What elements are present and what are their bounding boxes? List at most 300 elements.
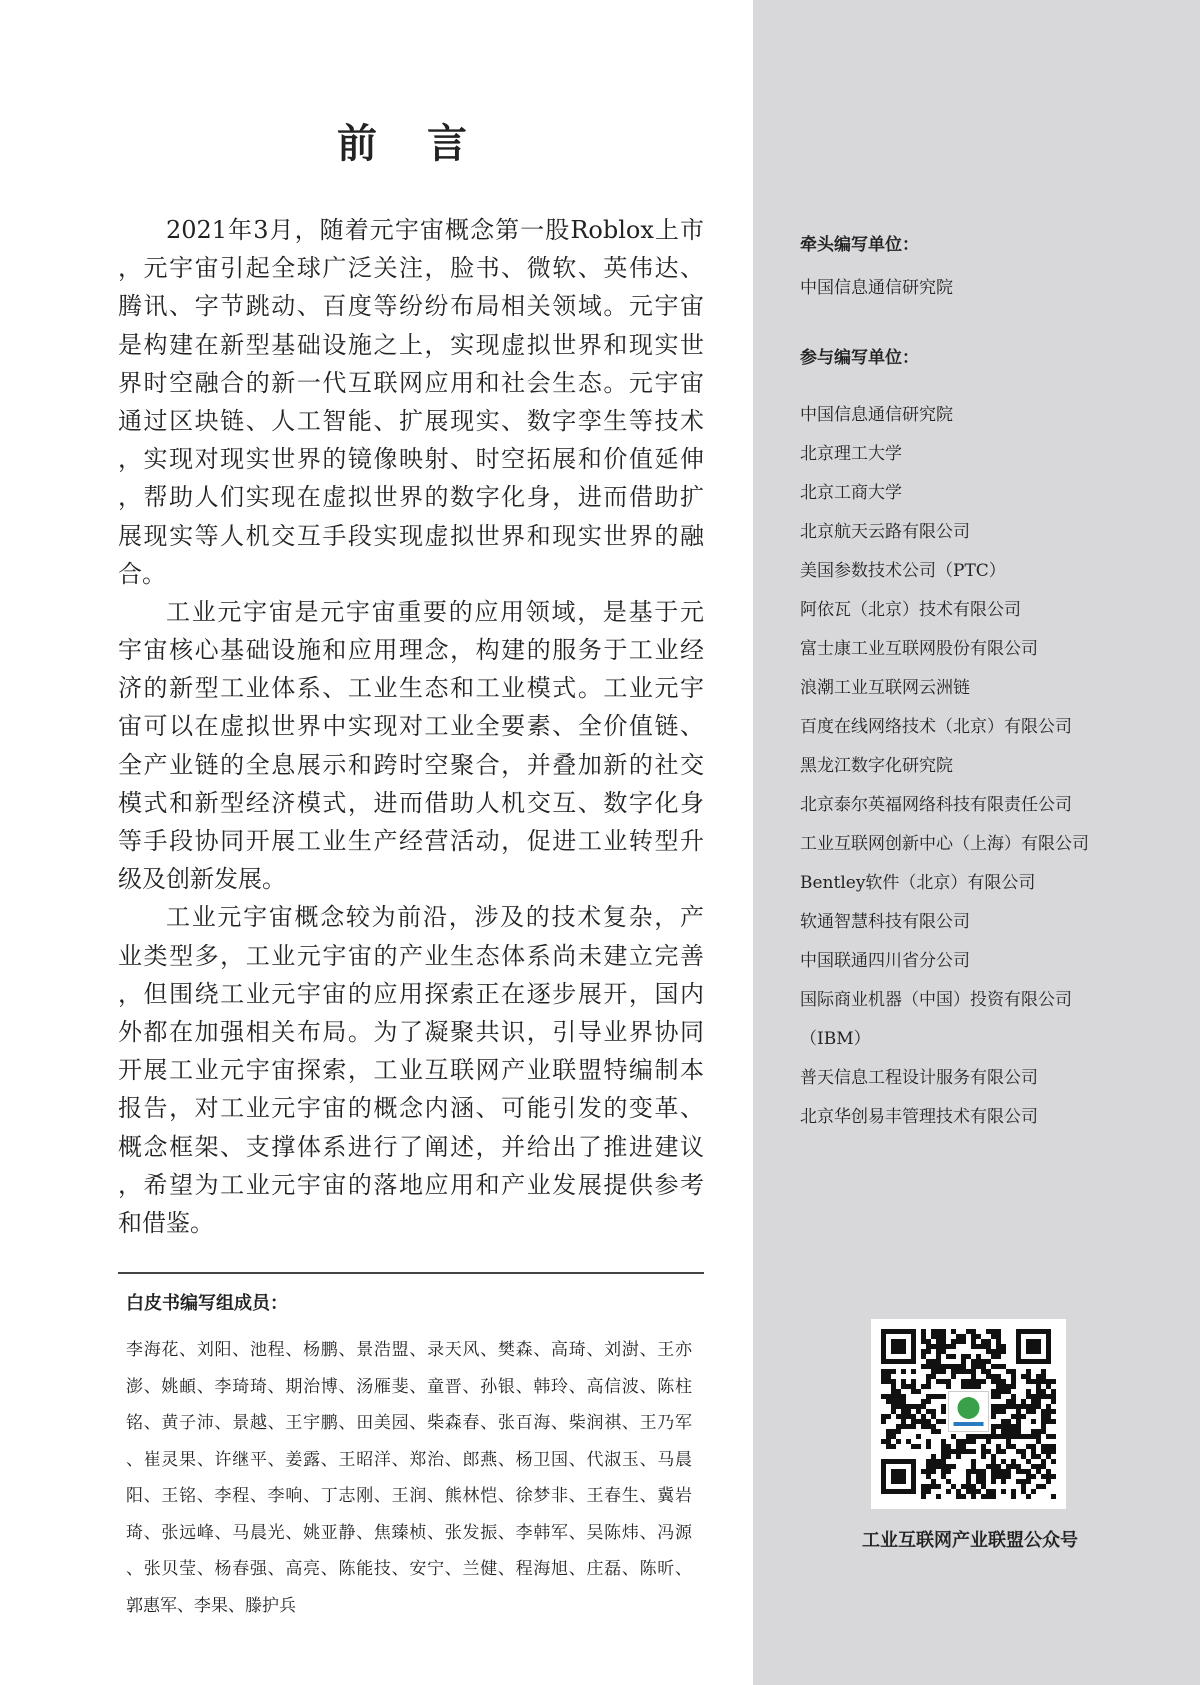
qr-module [976, 1474, 981, 1479]
qr-module [1011, 1429, 1016, 1434]
qr-module [926, 1339, 931, 1344]
paragraph-line: ，元宇宙引起全球广泛关注，脸书、微软、英伟达、 [118, 254, 704, 283]
qr-module [916, 1434, 921, 1439]
qr-module [921, 1354, 926, 1359]
qr-module [941, 1419, 946, 1424]
qr-module [1041, 1474, 1046, 1479]
qr-module [886, 1399, 891, 1404]
qr-module [1031, 1399, 1036, 1404]
qr-module [961, 1364, 966, 1369]
qr-module [996, 1389, 1001, 1394]
qr-module [956, 1439, 961, 1444]
qr-module [906, 1409, 911, 1414]
qr-module [941, 1344, 946, 1349]
participating-unit: 北京泰尔英福网络科技有限责任公司 [800, 795, 1072, 815]
qr-module [946, 1379, 951, 1384]
qr-module [941, 1379, 946, 1384]
qr-module [1041, 1419, 1046, 1424]
qr-module [931, 1424, 936, 1429]
qr-module [901, 1379, 906, 1384]
qr-module [1021, 1449, 1026, 1454]
members-line: 阳、王铭、李程、李响、丁志刚、王润、熊林恺、徐梦非、王春生、冀岩 [126, 1486, 692, 1506]
qr-module [1026, 1434, 1031, 1439]
qr-module [961, 1339, 966, 1344]
lead-unit-name: 中国信息通信研究院 [800, 278, 953, 298]
qr-module [981, 1449, 986, 1454]
members-line: 琦、张远峰、马晨光、姚亚静、焦臻桢、张发振、李韩军、吴陈炜、冯源 [126, 1522, 692, 1543]
qr-module [1046, 1414, 1051, 1419]
qr-module [991, 1374, 996, 1379]
qr-module [1001, 1344, 1006, 1349]
qr-module [986, 1369, 991, 1374]
qr-module [991, 1334, 996, 1339]
qr-module [1026, 1374, 1031, 1379]
members-line: 澎、姚頔、李琦琦、期治博、汤雁斐、童晋、孙银、韩玲、高信波、陈柱 [126, 1376, 692, 1397]
qr-module [971, 1384, 976, 1389]
qr-module [986, 1374, 991, 1379]
qr-module [966, 1489, 971, 1494]
qr-module [1041, 1459, 1046, 1464]
qr-module [941, 1469, 946, 1474]
qr-module [936, 1369, 941, 1374]
qr-module [926, 1469, 931, 1474]
qr-module [961, 1494, 966, 1499]
participating-unit: 普天信息工程设计服务有限公司 [800, 1068, 1038, 1088]
qr-module [991, 1464, 996, 1469]
qr-module [926, 1439, 931, 1444]
qr-module [896, 1404, 901, 1409]
qr-module [981, 1494, 986, 1499]
members-line: 李海花、刘阳、池程、杨鹏、景浩盟、录天风、樊森、高琦、刘澍、王亦 [126, 1340, 692, 1360]
qr-module [926, 1459, 931, 1464]
participating-unit: Bentley软件（北京）有限公司 [800, 873, 1036, 893]
participating-units-list [800, 396, 1089, 1137]
qr-module [986, 1439, 991, 1444]
qr-module [1036, 1404, 1041, 1409]
qr-module [996, 1349, 1001, 1354]
qr-module [971, 1489, 976, 1494]
qr-module [956, 1339, 961, 1344]
qr-module [1036, 1469, 1041, 1474]
qr-module [931, 1329, 936, 1334]
qr-module [981, 1369, 986, 1374]
qr-module [936, 1354, 941, 1359]
qr-module [926, 1399, 931, 1404]
qr-module [1021, 1414, 1026, 1419]
qr-module [891, 1409, 896, 1414]
paragraph-line: 是构建在新型基础设施之上，实现虚拟世界和现实世 [118, 330, 704, 359]
qr-module [956, 1364, 961, 1369]
qr-module [1016, 1409, 1021, 1414]
qr-module [941, 1444, 946, 1449]
qr-module [946, 1354, 951, 1359]
qr-module [941, 1464, 946, 1469]
qr-module [941, 1404, 946, 1409]
qr-module [941, 1394, 946, 1399]
qr-module [1036, 1429, 1041, 1434]
qr-module [936, 1359, 941, 1364]
paragraph-line: 模式和新型经济模式，进而借助人机交互、数字化身 [118, 788, 704, 817]
qr-module [996, 1424, 1001, 1429]
qr-module [1051, 1459, 1056, 1464]
qr-module [991, 1434, 996, 1439]
qr-module [1031, 1434, 1036, 1439]
qr-module [1001, 1434, 1006, 1439]
lead-unit-label: 牵头编写单位： [800, 235, 919, 255]
qr-module [1011, 1424, 1016, 1429]
qr-module [921, 1339, 926, 1344]
qr-module [916, 1389, 921, 1394]
qr-module [891, 1469, 906, 1484]
qr-module [981, 1479, 986, 1484]
qr-module [911, 1444, 916, 1449]
qr-module [881, 1374, 886, 1379]
paragraph-line: 界时空融合的新一代互联网应用和社会生态。元宇宙 [118, 368, 704, 397]
qr-module [1036, 1454, 1041, 1459]
qr-module [981, 1339, 986, 1344]
qr-module [941, 1349, 946, 1354]
qr-module [896, 1439, 901, 1444]
qr-module [941, 1334, 946, 1339]
paragraph-line: ，但围绕工业元宇宙的应用探索正在逐步展开，国内 [118, 979, 704, 1008]
qr-module [1026, 1409, 1031, 1414]
qr-module [961, 1439, 966, 1444]
qr-module [1021, 1454, 1026, 1459]
qr-module [911, 1379, 916, 1384]
qr-module [1016, 1414, 1021, 1419]
qr-module [891, 1384, 896, 1389]
paragraph-line: 业类型多，工业元宇宙的产业生态体系尚未建立完善 [118, 941, 704, 970]
qr-module [906, 1414, 911, 1419]
qr-module [936, 1344, 941, 1349]
qr-module [1051, 1379, 1056, 1384]
participating-unit: （IBM） [800, 1029, 871, 1049]
qr-module [1006, 1474, 1011, 1479]
qr-module [926, 1349, 931, 1354]
qr-module [936, 1349, 941, 1354]
qr-module [911, 1369, 916, 1374]
qr-module [936, 1419, 941, 1424]
qr-module [971, 1439, 976, 1444]
qr-module [996, 1364, 1001, 1369]
qr-module [1041, 1394, 1046, 1399]
qr-module [886, 1369, 891, 1374]
qr-module [981, 1379, 986, 1384]
qr-module [971, 1434, 976, 1439]
qr-module [941, 1369, 946, 1374]
qr-module [951, 1449, 956, 1454]
qr-module [901, 1394, 906, 1399]
qr-module [926, 1489, 931, 1494]
qr-module [921, 1414, 926, 1419]
qr-module [971, 1369, 976, 1374]
qr-module [1041, 1409, 1046, 1414]
qr-module [1016, 1429, 1021, 1434]
qr-module [966, 1379, 971, 1384]
qr-module [931, 1344, 936, 1349]
members-line: 、崔灵果、许继平、姜露、王昭洋、郑治、郎燕、杨卫国、代淑玉、马晨 [126, 1449, 692, 1470]
qr-module [1051, 1389, 1056, 1394]
qr-module [931, 1414, 936, 1419]
qr-module [991, 1454, 996, 1459]
qr-module [1021, 1484, 1026, 1489]
qr-module [1046, 1479, 1051, 1484]
qr-module [921, 1384, 926, 1389]
qr-module [996, 1449, 1001, 1454]
qr-module [921, 1484, 926, 1489]
qr-module [1011, 1369, 1016, 1374]
qr-module [936, 1484, 941, 1489]
qr-caption: 工业互联网产业联盟公众号 [862, 1530, 1078, 1551]
paragraph-line: 展现实等人机交互手段实现虚拟世界和现实世界的融 [118, 521, 704, 550]
qr-module [1031, 1419, 1036, 1424]
divider [118, 1272, 704, 1274]
qr-module [956, 1369, 961, 1374]
qr-module [996, 1329, 1001, 1334]
qr-module [931, 1429, 936, 1434]
qr-module [936, 1334, 941, 1339]
qr-module [1021, 1434, 1026, 1439]
qr-module [971, 1484, 976, 1489]
qr-module [881, 1439, 886, 1444]
qr-module [961, 1384, 966, 1389]
paragraph-line: 开展工业元宇宙探索，工业互联网产业联盟特编制本 [118, 1056, 704, 1085]
qr-module [911, 1389, 916, 1394]
qr-module [891, 1394, 896, 1399]
qr-module [946, 1384, 951, 1389]
participating-unit: 百度在线网络技术（北京）有限公司 [800, 717, 1072, 737]
qr-module [1036, 1394, 1041, 1399]
qr-module [906, 1439, 911, 1444]
qr-module [936, 1464, 941, 1469]
qr-module [1046, 1419, 1051, 1424]
qr-module [1036, 1434, 1041, 1439]
qr-module [971, 1364, 976, 1369]
qr-module [1051, 1444, 1056, 1449]
members-line: 铭、黄子沛、景越、王宇鹏、田美园、柴森春、张百海、柴润祺、王乃军 [126, 1413, 692, 1433]
qr-module [1006, 1439, 1011, 1444]
qr-module [926, 1474, 931, 1479]
qr-module [936, 1494, 941, 1499]
qr-module [996, 1344, 1001, 1349]
qr-module [1011, 1444, 1016, 1449]
qr-module [896, 1389, 901, 1394]
qr-module [1031, 1429, 1036, 1434]
qr-module [991, 1389, 996, 1394]
qr-module [1011, 1394, 1016, 1399]
qr-module [961, 1484, 966, 1489]
qr-module [1011, 1434, 1016, 1439]
qr-module [1041, 1464, 1046, 1469]
qr-module [1046, 1454, 1051, 1459]
qr-module [1031, 1444, 1036, 1449]
qr-module [921, 1334, 926, 1339]
qr-module [966, 1329, 971, 1334]
qr-module [1051, 1409, 1056, 1414]
qr-module [1001, 1404, 1006, 1409]
qr-module [906, 1404, 911, 1409]
qr-module [931, 1359, 936, 1364]
qr-module [986, 1329, 991, 1334]
qr-module [951, 1374, 956, 1379]
qr-module [931, 1459, 936, 1464]
qr-module [951, 1344, 956, 1349]
qr-module [911, 1404, 916, 1409]
qr-module [931, 1374, 936, 1379]
qr-module [886, 1429, 891, 1434]
qr-module [941, 1364, 946, 1369]
qr-module [921, 1469, 926, 1474]
qr-module [921, 1489, 926, 1494]
qr-module [1001, 1419, 1006, 1424]
qr-module [1046, 1444, 1051, 1449]
qr-module [901, 1369, 906, 1374]
qr-module [881, 1379, 886, 1384]
qr-module [996, 1379, 1001, 1384]
page-title: 前 言 [337, 120, 485, 167]
qr-module [986, 1449, 991, 1454]
participating-unit: 北京华创易丰管理技术有限公司 [800, 1107, 1038, 1127]
qr-module [971, 1494, 976, 1499]
qr-module [976, 1359, 981, 1364]
qr-module [1026, 1394, 1031, 1399]
qr-module [936, 1364, 941, 1369]
qr-module [991, 1459, 996, 1464]
qr-module [1001, 1479, 1006, 1484]
qr-module [1041, 1444, 1046, 1449]
paragraph-line: 全产业链的全息展示和跨时空聚合，并叠加新的社交 [118, 750, 704, 779]
qr-module [931, 1469, 936, 1474]
qr-module [976, 1384, 981, 1389]
qr-module [1006, 1464, 1011, 1469]
qr-module [971, 1339, 976, 1344]
qr-module [941, 1339, 946, 1344]
qr-module [1011, 1399, 1016, 1404]
qr-module [1001, 1379, 1006, 1384]
qr-module [896, 1414, 901, 1419]
participating-unit: 富士康工业互联网股份有限公司 [800, 639, 1038, 659]
qr-module [1011, 1414, 1016, 1419]
qr-module [946, 1344, 951, 1349]
qr-module [1031, 1474, 1036, 1479]
qr-module [1041, 1449, 1046, 1454]
qr-module [951, 1364, 956, 1369]
qr-module [1026, 1479, 1031, 1484]
qr-module [961, 1359, 966, 1364]
qr-module [1011, 1379, 1016, 1384]
qr-module [1001, 1424, 1006, 1429]
participating-unit: 黑龙江数字化研究院 [800, 756, 953, 776]
qr-module [1051, 1449, 1056, 1454]
qr-module [976, 1354, 981, 1359]
paragraph-line: 合。 [118, 559, 166, 588]
qr-module [1021, 1374, 1026, 1379]
qr-module [1031, 1454, 1036, 1459]
qr-module [941, 1439, 946, 1444]
participating-unit: 国际商业机器（中国）投资有限公司 [800, 990, 1072, 1010]
qr-module [926, 1409, 931, 1414]
qr-module [1011, 1404, 1016, 1409]
qr-module [926, 1419, 931, 1424]
qr-module [996, 1474, 1001, 1479]
qr-module [886, 1414, 891, 1419]
qr-module [1001, 1429, 1006, 1434]
qr-module [971, 1449, 976, 1454]
qr-module [954, 1422, 984, 1426]
qr-module [1016, 1424, 1021, 1429]
qr-module [946, 1454, 951, 1459]
qr-module [996, 1464, 1001, 1469]
qr-module [958, 1397, 980, 1419]
qr-module [931, 1479, 936, 1484]
qr-module [1006, 1419, 1011, 1424]
qr-module [951, 1354, 956, 1359]
qr-module [946, 1449, 951, 1454]
paragraph-line: 宙可以在虚拟世界中实现对工业全要素、全价值链、 [118, 712, 704, 741]
qr-module [986, 1359, 991, 1364]
qr-module [1006, 1444, 1011, 1449]
paragraph-line: 济的新型工业体系、工业生态和工业模式。工业元宇 [118, 674, 704, 703]
qr-module [941, 1409, 946, 1414]
qr-module [976, 1334, 981, 1339]
qr-code [871, 1319, 1066, 1509]
qr-module [1006, 1429, 1011, 1434]
qr-module [951, 1339, 956, 1344]
qr-module [996, 1334, 1001, 1339]
qr-module [986, 1434, 991, 1439]
qr-module [926, 1379, 931, 1384]
qr-module [951, 1329, 956, 1334]
qr-module [1006, 1434, 1011, 1439]
qr-module [976, 1379, 981, 1384]
qr-module [996, 1404, 1001, 1409]
qr-module [881, 1394, 886, 1399]
qr-module [1016, 1469, 1021, 1474]
qr-module [971, 1464, 976, 1469]
qr-module [971, 1374, 976, 1379]
qr-module [896, 1399, 901, 1404]
qr-module [936, 1339, 941, 1344]
qr-module [926, 1344, 931, 1349]
qr-module [916, 1444, 921, 1449]
qr-module [911, 1414, 916, 1419]
members-heading: 白皮书编写组成员： [126, 1293, 288, 1314]
qr-module [1021, 1469, 1026, 1474]
qr-module [891, 1399, 896, 1404]
qr-module [1016, 1449, 1021, 1454]
qr-module [966, 1439, 971, 1444]
qr-module [991, 1424, 996, 1429]
paragraph-line: 2021年3月，随着元宇宙概念第一股Roblox上市 [166, 216, 704, 244]
qr-module [976, 1479, 981, 1484]
qr-module [1036, 1374, 1041, 1379]
members-line: 郭惠军、李果、滕护兵 [126, 1595, 296, 1616]
qr-module [931, 1364, 936, 1369]
participating-unit: 美国参数技术公司（PTC） [800, 561, 1006, 581]
qr-module [1021, 1489, 1026, 1494]
qr-module [916, 1409, 921, 1414]
qr-module [981, 1364, 986, 1369]
qr-module [1031, 1409, 1036, 1414]
qr-module [1001, 1449, 1006, 1454]
qr-module [886, 1394, 891, 1399]
qr-module [891, 1404, 896, 1409]
qr-module [1026, 1469, 1031, 1474]
paragraph-line: 工业元宇宙概念较为前沿，涉及的技术复杂，产 [166, 903, 704, 932]
qr-module [1046, 1384, 1051, 1389]
qr-module [981, 1434, 986, 1439]
qr-module [1026, 1474, 1031, 1479]
